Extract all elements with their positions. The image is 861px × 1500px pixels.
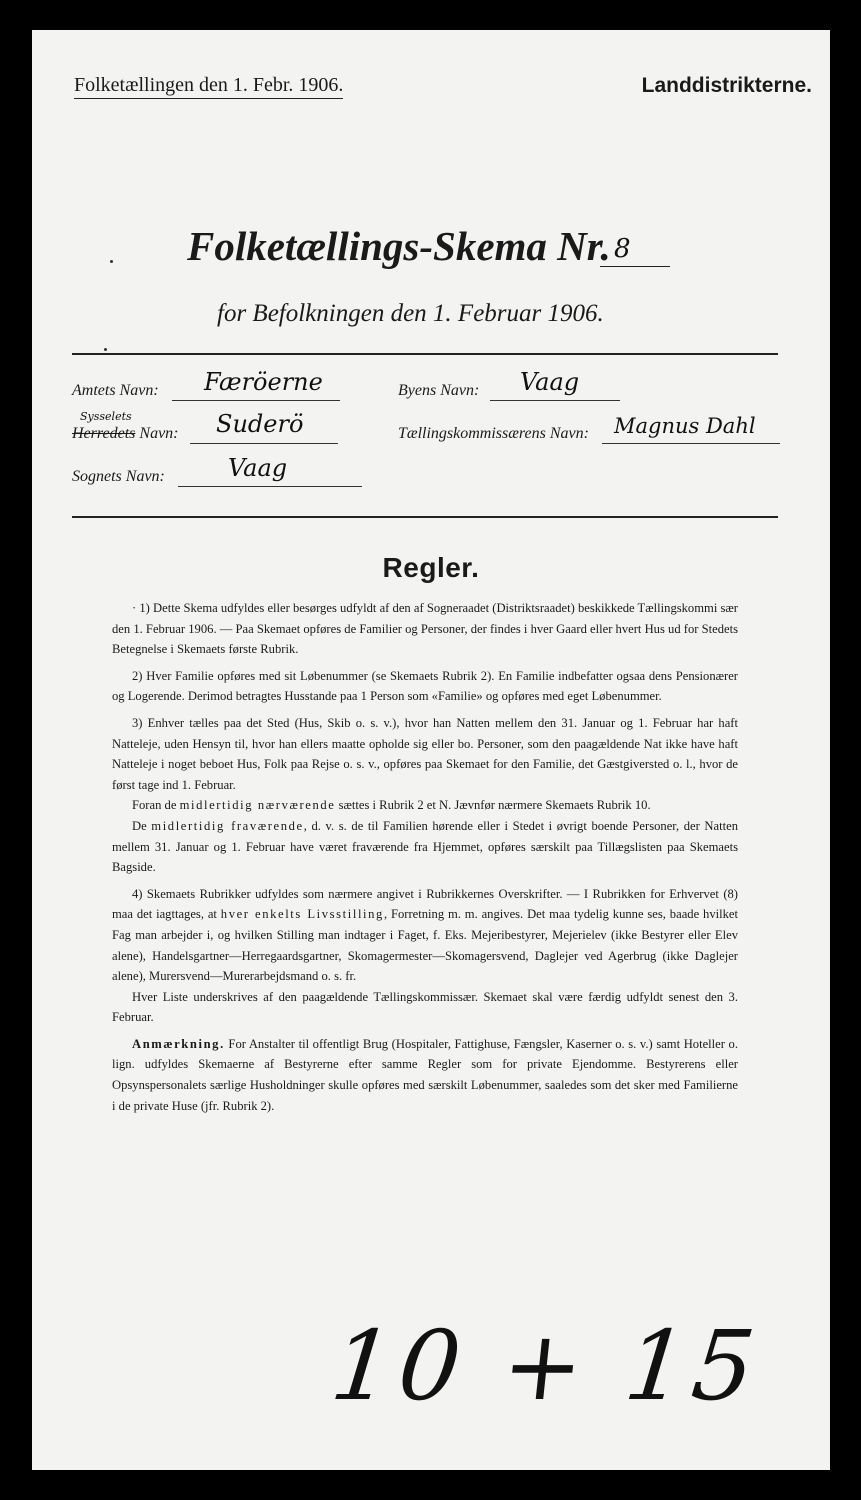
speck	[110, 260, 113, 263]
herred-line	[190, 443, 338, 444]
rules-heading: Regler.	[382, 552, 480, 583]
rule-4-post: , Forretning m. m. angives. Det maa tydelig kunne ses, baade hvilket Fag man arbejder i, og hvilken Stilling man indtager i Faget, f. Eks. Mejeribestyrer, Mejerielev (ikke Bestyrer eller Elev alene), Handelsgartner—Herregaardsgartner, Skomagermester—Skomagersvend, Daglejer ved Agerbrug (ikke Daglejer alene), Murersvend—Murerarbejdsmand o. s. fr.	[112, 907, 739, 984]
form-number: 8	[614, 234, 631, 264]
kommissaer-label: Tællingskommissærens Navn:	[398, 425, 589, 442]
byen-line	[490, 400, 620, 401]
divider-bottom	[72, 516, 778, 518]
rule-4	[112, 884, 738, 987]
amt-line	[172, 400, 340, 401]
form-subtitle: for Befolkningen den 1. Februar 1906.	[217, 300, 604, 327]
rule-3-note-absent	[112, 816, 738, 878]
rule-3b-pre: Foran de	[132, 798, 180, 813]
header-district-type: Landdistrikterne.	[641, 74, 812, 97]
rule-3b-post: sættes i Rubrik 2 et N. Jævnfør nærmere Skemaets Rubrik 10.	[335, 798, 651, 813]
rule-3: 3) Enhver tælles paa det Sted (Hus, Skib o. s. v.), hvor han Natten mellem den 31. Januar og 1. Februar har haft Natteleje, uden Hensyn til, hvor han ellers maatte opholde sig eller bo. Personer, som den paagældende Nat ikke have haft Natteleje i noget beboet Hus, Folk paa Rejse o. s. v., opføres paa Skemaet for den Familie, det Gæstgiversted o. l., hvor de først tage ind 1. Februar.	[112, 715, 738, 792]
herred-label	[72, 425, 179, 443]
amt-label: Amtets Navn:	[72, 382, 159, 399]
sogn-value: Vaag	[228, 454, 288, 482]
rule-3b-spaced: midlertidig nærværende	[179, 798, 336, 813]
rule-4-spaced: hver enkelts Livsstilling	[220, 907, 384, 922]
census-form-sheet	[32, 30, 830, 1470]
rule-2: 2) Hver Familie opføres med sit Løbenummer (se Skemaets Rubrik 2). En Familie indbefatter ogsaa dens Pensionærer og Logerende. Derimod betragtes Husstande paa 1 Person som «Familie» og opføres med eget Løbenummer.	[112, 668, 738, 704]
sogn-label: Sognets Navn:	[72, 468, 165, 485]
header-census-date: Folketællingen den 1. Febr. 1906.	[74, 74, 343, 99]
rule-3-note-present	[112, 795, 738, 816]
rule-3c-spaced: midlertidig fraværende	[151, 818, 304, 833]
remark	[112, 1034, 738, 1116]
form-number-line	[600, 266, 670, 267]
rule-4-signature: Hver Liste underskrives af den paagældende Tællingskommissær. Skemaet skal være færdig udfyldt senest den 3. Februar.	[112, 989, 738, 1025]
rule-3c-post: , d. v. s. de til Familien hørende eller i Stedet i øvrigt boende Personer, der Natten mellem 31. Januar og 1. Februar have været fraværende fra Hjemmet, opføres særskilt paa Tillægslisten paa Skemaets Bagside.	[112, 818, 738, 875]
handwritten-total: 10 + 15	[326, 1310, 766, 1422]
herred-correction: Sysselets	[80, 410, 132, 423]
sogn-line	[178, 486, 362, 487]
byen-label: Byens Navn:	[398, 382, 480, 399]
form-title: Folketællings-Skema Nr.	[187, 223, 611, 269]
amt-value: Færöerne	[204, 368, 323, 396]
rule-1: · 1) Dette Skema udfyldes eller besørges udfyldt af den af Sogneraadet (Distriktsraadet) beskikkede Tællingskommi sær den 1. Februar 1906. — Paa Skemaet opføres de Familier og Personer, der findes i hver Gaard eller hvert Hus ud for Stedets Betegnelse i Skemaets første Rubrik.	[112, 601, 738, 657]
herred-value: Suderö	[216, 410, 304, 438]
byen-value: Vaag	[520, 368, 580, 396]
rules-body	[112, 598, 738, 1122]
kommissaer-line	[602, 443, 780, 444]
rule-3c-pre: De	[132, 818, 152, 833]
remark-text: For Anstalter til offentligt Brug (Hospitaler, Fattighuse, Fængsler, Kaserner o. s. v.) samt Hoteller o. lign. udfyldes Skemaerne af Bestyrerne efter samme Regler som for private Ejendomme. Bestyrerens eller Opsynspersonalets særlige Husholdninger skulle opføres med særskilt Løbenummer, saaledes som det sker med Familierne i de private Huse (jfr. Rubrik 2).	[112, 1036, 738, 1113]
herred-label-rest: Navn:	[135, 425, 179, 442]
remark-label: Anmærkning.	[132, 1036, 225, 1051]
herred-struck-word: Herredets	[72, 425, 136, 442]
divider-top	[72, 353, 778, 355]
rule-4-pre: 4) Skemaets Rubrikker udfyldes som nærmere angivet i Rubrikkernes Overskrifter. — I Rubrikken for Erhvervet (8) maa det iagttages, at	[112, 886, 738, 922]
kommissaer-value: Magnus Dahl	[614, 414, 756, 438]
speck	[104, 348, 107, 351]
